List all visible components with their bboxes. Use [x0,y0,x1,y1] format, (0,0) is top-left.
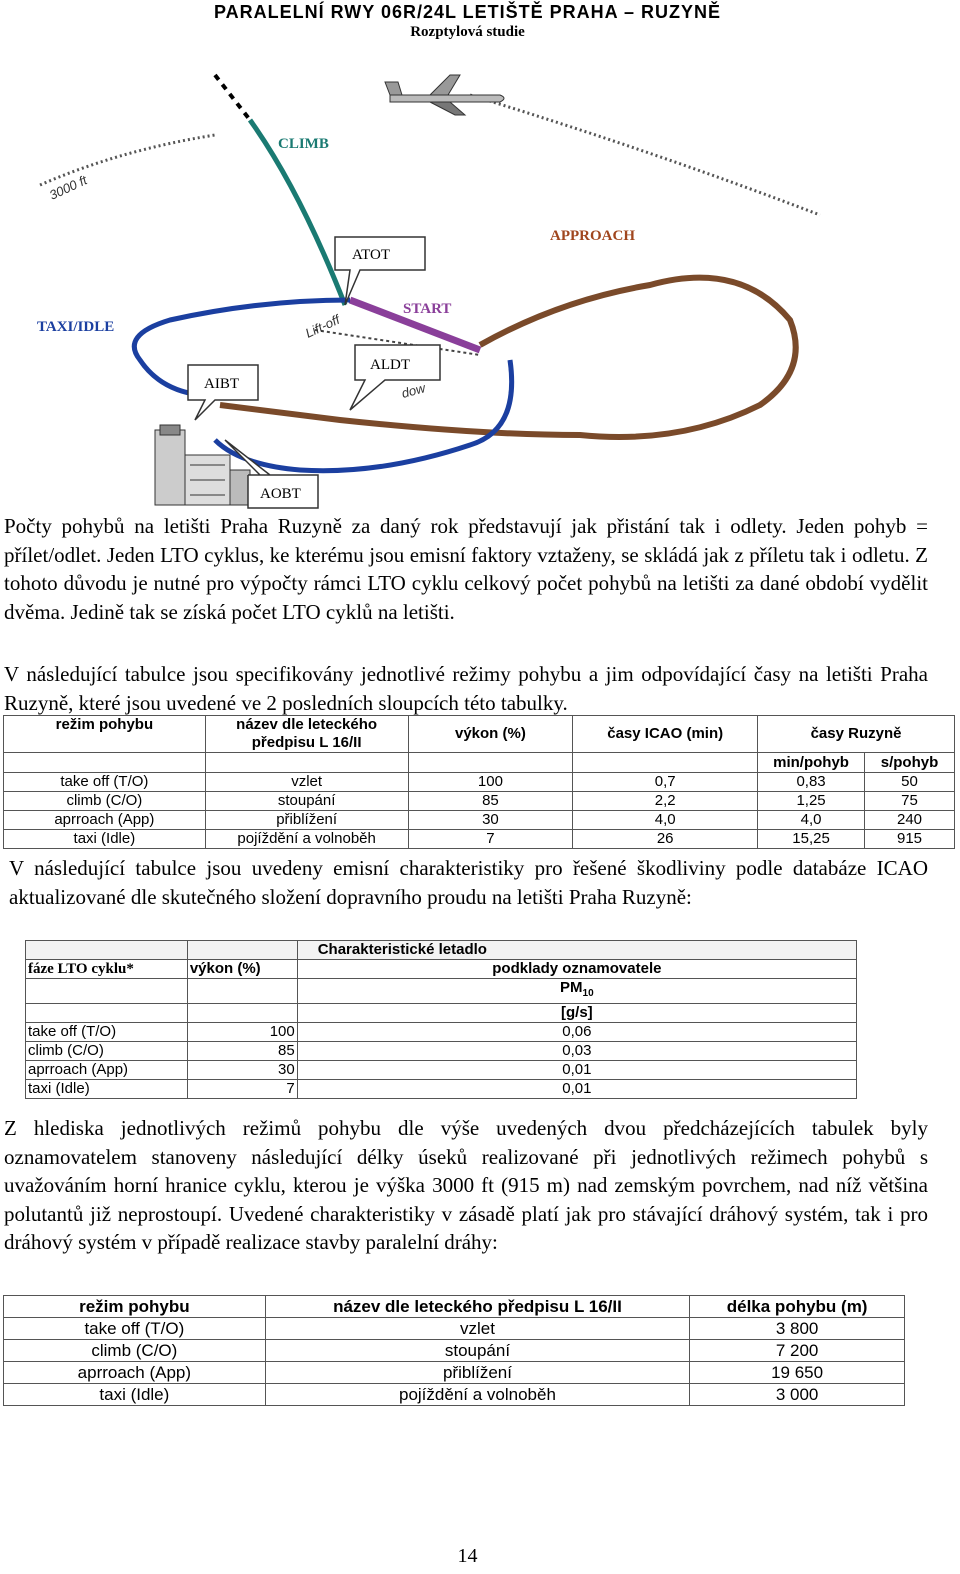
label-climb: CLIMB [278,136,329,152]
table-row [26,1023,857,1042]
page-header-subtitle: Rozptylová studie [410,24,525,40]
th-ruzyne: časy Ruzyně [758,716,955,753]
cell-name: stoupání [265,1340,689,1362]
cell-phase: aprroach (App) [26,1061,188,1080]
cell-s: 50 [865,773,955,792]
altitude-line [40,135,215,185]
th-power: výkon (%) [187,960,297,979]
cell-power: 7 [187,1080,297,1099]
cell-mode: taxi (Idle) [4,830,206,849]
table-movement-times [3,715,955,849]
label-approach: APPROACH [550,228,635,244]
th-phase: fáze LTO cyklu* [26,960,188,979]
label-down: dow [399,380,427,401]
aibt-callout [188,365,258,420]
paragraph-table3-intro: Z hlediska jednotlivých režimů pohybu dle výše uvedených dvou předcházejících tabulek byly oznamovatelem stanoveny následující délky úseků realizované při jednotlivých režimech pohybů s uvažováním horní hranice cyklu, kterou je výška 3000 ft (915 m) nad zemským povrchem, nad níž většina polutantů již neprostoupí. Uvedené charakteristiky v zásadě platí jak pro stávající dráhový systém, tak i pro dráhový systém v případě realizace stavby paralelní dráhy: [4,1116,928,1254]
lto-cycle-diagram [0,55,860,515]
cell-s: 75 [865,792,955,811]
cell-power: 7 [408,830,573,849]
cell-name: pojíždění a volnoběh [205,830,408,849]
th-unit: [g/s] [297,1004,856,1023]
th-power: výkon (%) [408,716,573,753]
cell-mode: aprroach (App) [4,811,206,830]
table-row [4,830,955,849]
cell-length: 3 000 [690,1384,905,1406]
cell-name: přiblížení [265,1362,689,1384]
th-min-pohyb: min/pohyb [758,753,865,773]
th-name: název dle leteckého předpisu L 16/II [265,1296,689,1318]
cell-value: 0,01 [297,1080,856,1099]
airport-buildings-icon [155,425,250,505]
cell-mode: climb (C/O) [4,1340,266,1362]
label-aibt: AIBT [204,376,239,392]
cell-name: přiblížení [205,811,408,830]
table-row [26,1080,857,1099]
label-atot: ATOT [352,247,391,263]
cell-power: 30 [408,811,573,830]
climb-path-upper [215,75,250,120]
table-row [4,1384,905,1406]
cell-value: 0,01 [297,1061,856,1080]
table-row [4,1362,905,1384]
cell-min: 4,0 [758,811,865,830]
cell-mode: climb (C/O) [4,792,206,811]
th-s-pohyb: s/pohyb [865,753,955,773]
table-row [4,1340,905,1362]
cell-mode: taxi (Idle) [4,1384,266,1406]
label-aobt: AOBT [260,486,301,502]
cell-min: 1,25 [758,792,865,811]
cell-power: 85 [187,1042,297,1061]
cell-length: 3 800 [690,1318,905,1340]
airplane-icon [385,75,504,115]
label-aldt: ALDT [370,357,410,373]
approach-glide-line [470,95,820,215]
cell-icao: 4,0 [573,811,758,830]
cell-name: vzlet [265,1318,689,1340]
label-liftoff: Lift-off [302,311,343,341]
cell-s: 240 [865,811,955,830]
cell-icao: 2,2 [573,792,758,811]
table-emission-characteristics [25,940,857,1099]
cell-name: pojíždění a volnoběh [265,1384,689,1406]
cell-power: 30 [187,1061,297,1080]
table-row [26,1061,857,1080]
cell-mode: take off (T/O) [4,773,206,792]
table-row [4,811,955,830]
th-length: délka pohybu (m) [690,1296,905,1318]
pm-subscript: 10 [582,988,594,999]
cell-value: 0,06 [297,1023,856,1042]
paragraph-table2-intro: V následující tabulce jsou uvedeny emisní charakteristiky pro řešené škodliviny podle databáze ICAO aktualizované dle skutečného složení dopravního proudu na letišti Praha Ruzyně: [9,856,928,909]
th-name: název dle leteckého předpisu L 16/II [205,716,408,753]
paragraph-lto-intro: Počty pohybů na letišti Praha Ruzyně za daný rok představují jak přistání tak i odlety. Jeden pohyb = přílet/odlet. Jeden LTO cyklus, ke kterému jsou emisní faktory vztaženy, se skládá jak z příletu tak i odletu. Z tohoto důvodu je nutné pro výpočty rámci LTO cyklu celkový počet pohybů na letišti za dané období vydělit dvěma. Jedině tak se získá počet LTO cyklů na letišti. [4,514,928,624]
table-movement-lengths [3,1295,905,1406]
paragraph-table1-intro: V následující tabulce jsou specifikovány jednotlivé režimy pohybu a jim odpovídající časy na letišti Praha Ruzyně, které jsou uvedené ve 2 posledních sloupcích této tabulky. [4,662,928,715]
cell-s: 915 [865,830,955,849]
page-header-title: PARALELNÍ RWY 06R/24L LETIŠTĚ PRAHA – RUZYNĚ [213,2,722,22]
th-mode: režim pohybu [4,1296,266,1318]
label-taxi: TAXI/IDLE [37,319,115,335]
table-row [4,1318,905,1340]
th-icao: časy ICAO (min) [573,716,758,753]
cell-power: 100 [408,773,573,792]
cell-name: vzlet [205,773,408,792]
th-pm10 [297,979,856,1004]
cell-phase: climb (C/O) [26,1042,188,1061]
th-mode: režim pohybu [4,716,206,753]
page-number: 14 [457,1545,478,1567]
label-3000ft: 3000 ft [46,172,90,203]
cell-power: 85 [408,792,573,811]
cell-phase: take off (T/O) [26,1023,188,1042]
aldt-callout [350,345,440,410]
table-row [26,1042,857,1061]
pm-label: PM [560,979,583,996]
table-row [4,773,955,792]
cell-length: 19 650 [690,1362,905,1384]
th-source: podklady oznamovatele [297,960,856,979]
cell-icao: 0,7 [573,773,758,792]
cell-length: 7 200 [690,1340,905,1362]
cell-mode: aprroach (App) [4,1362,266,1384]
cell-min: 15,25 [758,830,865,849]
cell-phase: taxi (Idle) [26,1080,188,1099]
cell-name: stoupání [205,792,408,811]
cell-power: 100 [187,1023,297,1042]
th-aircraft: Charakteristické letadlo [297,941,856,960]
label-start: START [403,301,452,317]
cell-icao: 26 [573,830,758,849]
cell-min: 0,83 [758,773,865,792]
table-row [4,792,955,811]
cell-mode: take off (T/O) [4,1318,266,1340]
cell-value: 0,03 [297,1042,856,1061]
